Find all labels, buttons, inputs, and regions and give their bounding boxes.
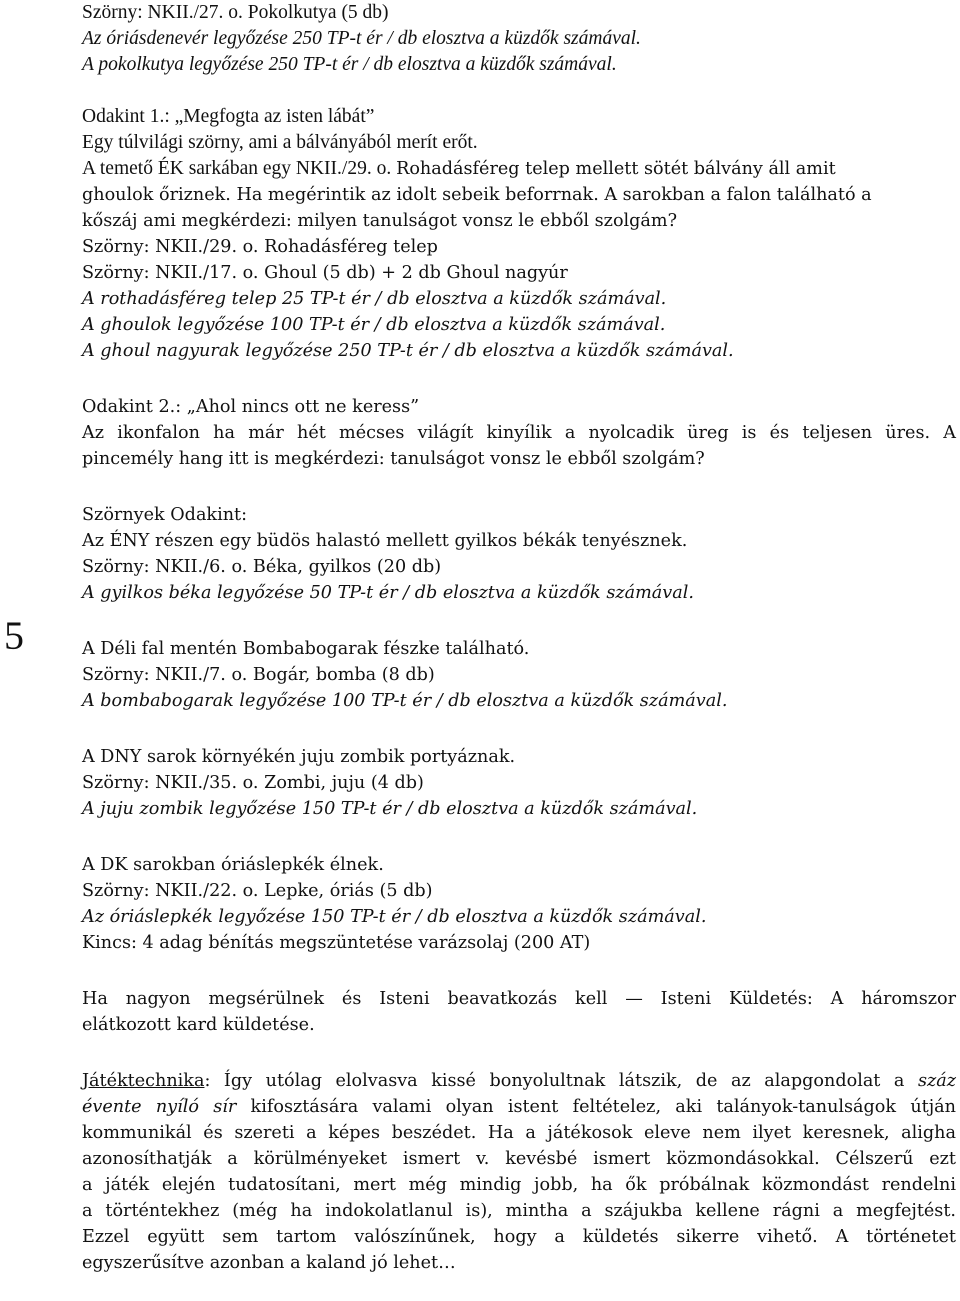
xp-line: A rothadásféreg telep 25 TP-t ér / db elosztva a küzdők számával. bbox=[82, 289, 667, 309]
xp-line: A bombabogarak legyőzése 100 TP-t ér / db elosztva a küzdők számával. bbox=[82, 691, 728, 711]
xp-line: A ghoulok legyőzése 100 TP-t ér / db elosztva a küzdők számával. bbox=[82, 315, 666, 335]
monster-line: Szörny: NKII./29. o. Rohadásféreg telep bbox=[82, 237, 438, 257]
text-line: évente nyíló sír kifosztására valami olyan istent feltételez, aki talányok-tanulságok útján bbox=[82, 1097, 956, 1117]
gametech-line: Játéktechnika: Így utólag elolvasva kissé bonyolultnak látszik, de az alapgondolat a száz bbox=[82, 1071, 957, 1091]
section-heading-odakint-1: Odakint 1.: „Megfogta az isten lábát” bbox=[82, 106, 375, 127]
text-line: egyszerűsítve azonban a kaland jó lehet… bbox=[82, 1253, 456, 1273]
xp-line: Az óriásdenevér legyőzése 250 TP-t ér / db elosztva a küzdők számával. bbox=[82, 28, 641, 49]
text-line: Ezzel együtt sem tartom valószínűnek, hogy a küldetés sikerre vihető. A történetet bbox=[82, 1227, 956, 1247]
text-line: kommunikál és szereti a képes beszédet. Ha a játékosok eleve nem ilyet keresnek, aligha bbox=[82, 1123, 956, 1143]
text-line: A temető ÉK sarkában egy NKII./29. o. Rohadásféreg telep mellett sötét bálvány áll amit bbox=[82, 158, 836, 179]
page-number: 5 bbox=[4, 613, 24, 658]
text-line: A DNY sarok környékén juju zombik portyáznak. bbox=[82, 747, 516, 767]
text-line: a történtekhez (még ha indokolatlanul is), mintha a szájukba kellene rágni a megfejtést. bbox=[82, 1201, 956, 1221]
text-line: Az ÉNY részen egy büdös halastó mellett gyilkos békák tenyésznek. bbox=[82, 531, 688, 551]
monster-line: Szörny: NKII./7. o. Bogár, bomba (8 db) bbox=[82, 665, 435, 685]
text-line: elátkozott kard küldetése. bbox=[82, 1015, 315, 1035]
section-heading-odakint-2: Odakint 2.: „Ahol nincs ott ne keress” bbox=[82, 397, 420, 417]
section-heading-monsters-outside: Szörnyek Odakint: bbox=[82, 505, 248, 525]
text-line: azonosíthatják a körülményeket ismert v. kevésbé ismert közmondásokkal. Célszerű ezt bbox=[82, 1149, 956, 1169]
xp-line: A juju zombik legyőzése 150 TP-t ér / db elosztva a küzdők számával. bbox=[82, 799, 698, 819]
text-line: A DK sarokban óriáslepkék élnek. bbox=[82, 855, 384, 875]
xp-line: A gyilkos béka legyőzése 50 TP-t ér / db elosztva a küzdők számával. bbox=[82, 583, 694, 603]
text-line: Ha nagyon megsérülnek és Isteni beavatkozás kell — Isteni Küldetés: A háromszor bbox=[82, 989, 956, 1009]
treasure-line: Kincs: 4 adag bénítás megszüntetése varázsolaj (200 AT) bbox=[82, 933, 591, 953]
text-line: Egy túlvilági szörny, ami a bálványából merít erőt. bbox=[82, 132, 478, 153]
monster-line: Szörny: NKII./17. o. Ghoul (5 db) + 2 db Ghoul nagyúr bbox=[82, 263, 568, 283]
text-line: Az ikonfalon ha már hét mécses világít kinyílik a nyolcadik üreg is és teljesen üres. A bbox=[82, 423, 956, 443]
monster-line: Szörny: NKII./22. o. Lepke, óriás (5 db) bbox=[82, 881, 433, 901]
text-line: A Déli fal mentén Bombabogarak fészke található. bbox=[82, 639, 530, 659]
monster-line: Szörny: NKII./27. o. Pokolkutya (5 db) bbox=[82, 2, 389, 23]
text-line: pincemély hang itt is megkérdezi: tanulságot vonsz le ebből szolgám? bbox=[82, 449, 705, 469]
text-line: a játék elején tudatosítani, mert még mindig jobb, ha ők próbálnak közmondást rendelni bbox=[82, 1175, 956, 1195]
monster-line: Szörny: NKII./35. o. Zombi, juju (4 db) bbox=[82, 773, 424, 793]
monster-line: Szörny: NKII./6. o. Béka, gyilkos (20 db) bbox=[82, 557, 442, 577]
xp-line: A pokolkutya legyőzése 250 TP-t ér / db elosztva a küzdők számával. bbox=[82, 54, 617, 75]
text-line: ghoulok őriznek. Ha megérintik az idolt sebeik beforrnak. A sarokban a falon található a bbox=[82, 185, 872, 205]
text-line: kőszáj ami megkérdezi: milyen tanulságot vonsz le ebből szolgám? bbox=[82, 211, 678, 231]
gametech-label: Játéktechnika bbox=[82, 1071, 205, 1091]
xp-line: A ghoul nagyurak legyőzése 250 TP-t ér / db elosztva a küzdők számával. bbox=[82, 341, 734, 361]
xp-line: Az óriáslepkék legyőzése 150 TP-t ér / db elosztva a küzdők számával. bbox=[82, 907, 707, 927]
